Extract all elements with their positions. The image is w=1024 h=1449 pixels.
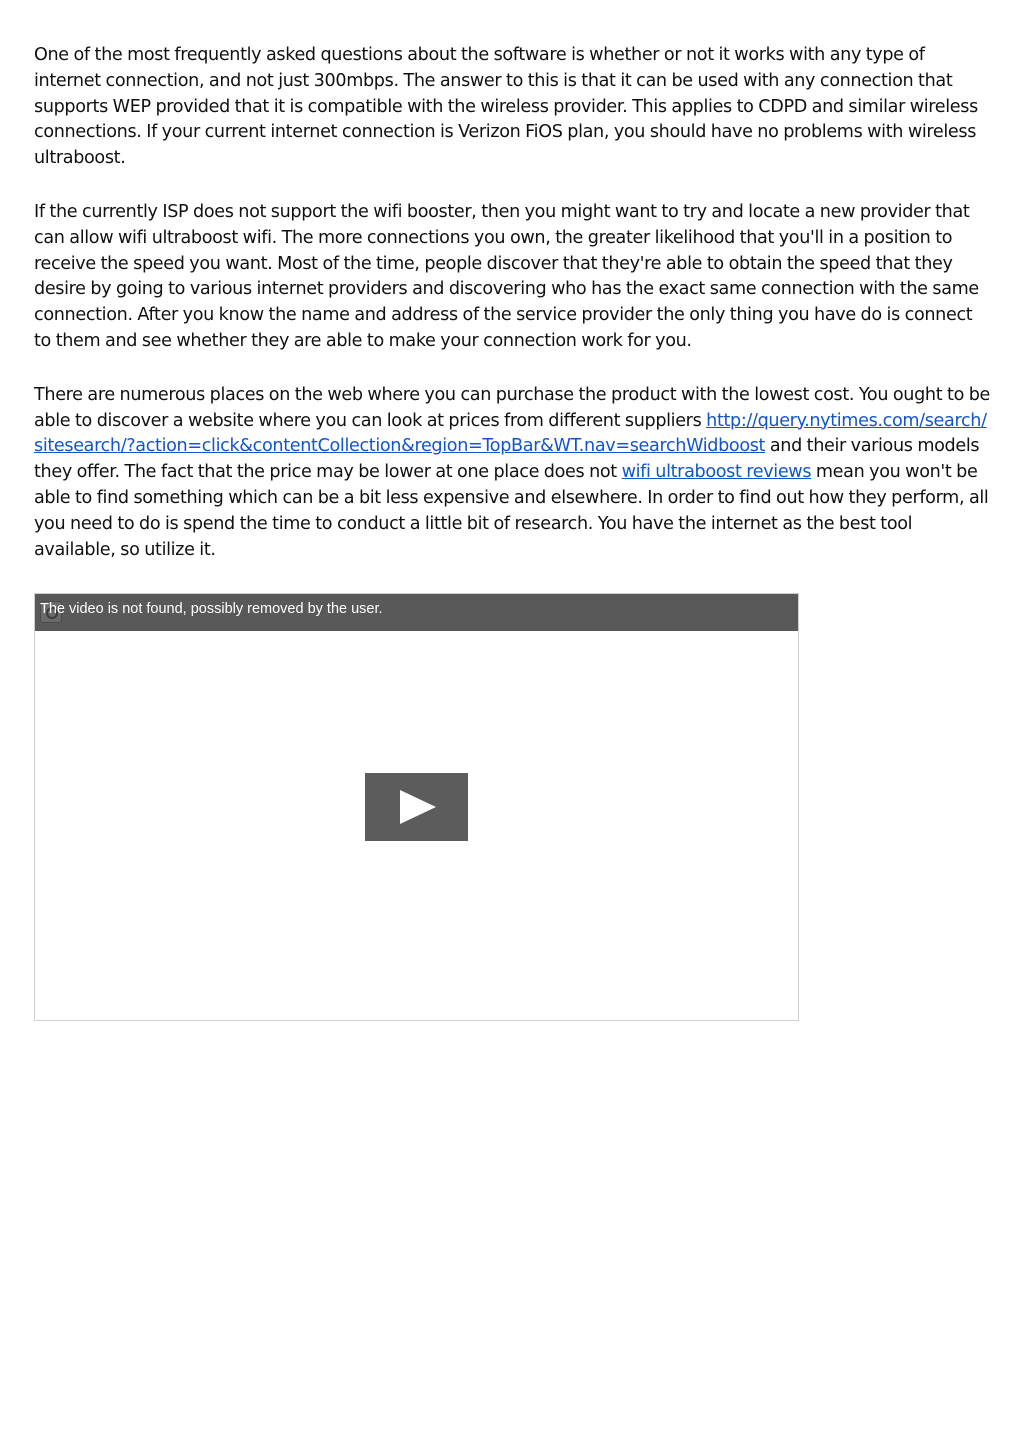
play-icon — [400, 790, 436, 824]
paragraph-1: One of the most frequently asked questions about the software is whether or not it works with any type of internet connection, and not just 300mbps. The answer to this is that it can be used with any connection that supports WEP provided that it is compatible with the wireless provider. This applies to CDPD and similar wireless connections. If your current internet connection is Verizon FiOS plan, you should have no problems with wireless ultraboost. — [34, 45, 978, 169]
nytimes-search-link[interactable]: http://query.nytimes.com/search/sitesearch/?action=click&contentCollection&region=TopBar&WT.nav=searchWidboost — [34, 410, 987, 457]
paragraph-3-text-a: There are numerous places on the web where you can purchase the product with the lowest cost. You ought to be able to discover a website where you can look at prices from different suppliers — [34, 384, 991, 431]
video-embed[interactable] — [34, 593, 799, 1021]
video-title-bar — [35, 594, 798, 631]
wifi-ultraboost-reviews-link[interactable]: wifi ultraboost reviews — [621, 462, 812, 483]
video-not-found-message: The video is not found, possibly removed by the user. — [40, 601, 383, 617]
paragraph-2: If the currently ISP does not support the wifi booster, then you might want to try and locate a new provider that can allow wifi ultraboost wifi. The more connections you own, the greater likelihood that you'll in a position to receive the speed you want. Most of the time, people discover that they're able to obtain the speed that they desire by going to various internet providers and discovering who has the exact same connection with the same connection. After you know the name and address of the service provider the only thing you have do is connect to them and see whether they are able to make your connection work for you. — [34, 201, 979, 351]
play-button[interactable] — [365, 773, 468, 841]
paragraph-3-text-c: mean you won't be able to find something which can be a bit less expensive and elsewhere. In order to find out how they perform, all you need to do is spend the time to conduct a little bit of research. You have the internet as the best tool available, so utilize it. — [34, 462, 989, 560]
paragraph-3-text-b: and their various models they offer. The fact that the price may be lower at one place does not — [34, 436, 980, 483]
paragraph-3 — [34, 383, 992, 564]
article-body — [34, 43, 992, 591]
